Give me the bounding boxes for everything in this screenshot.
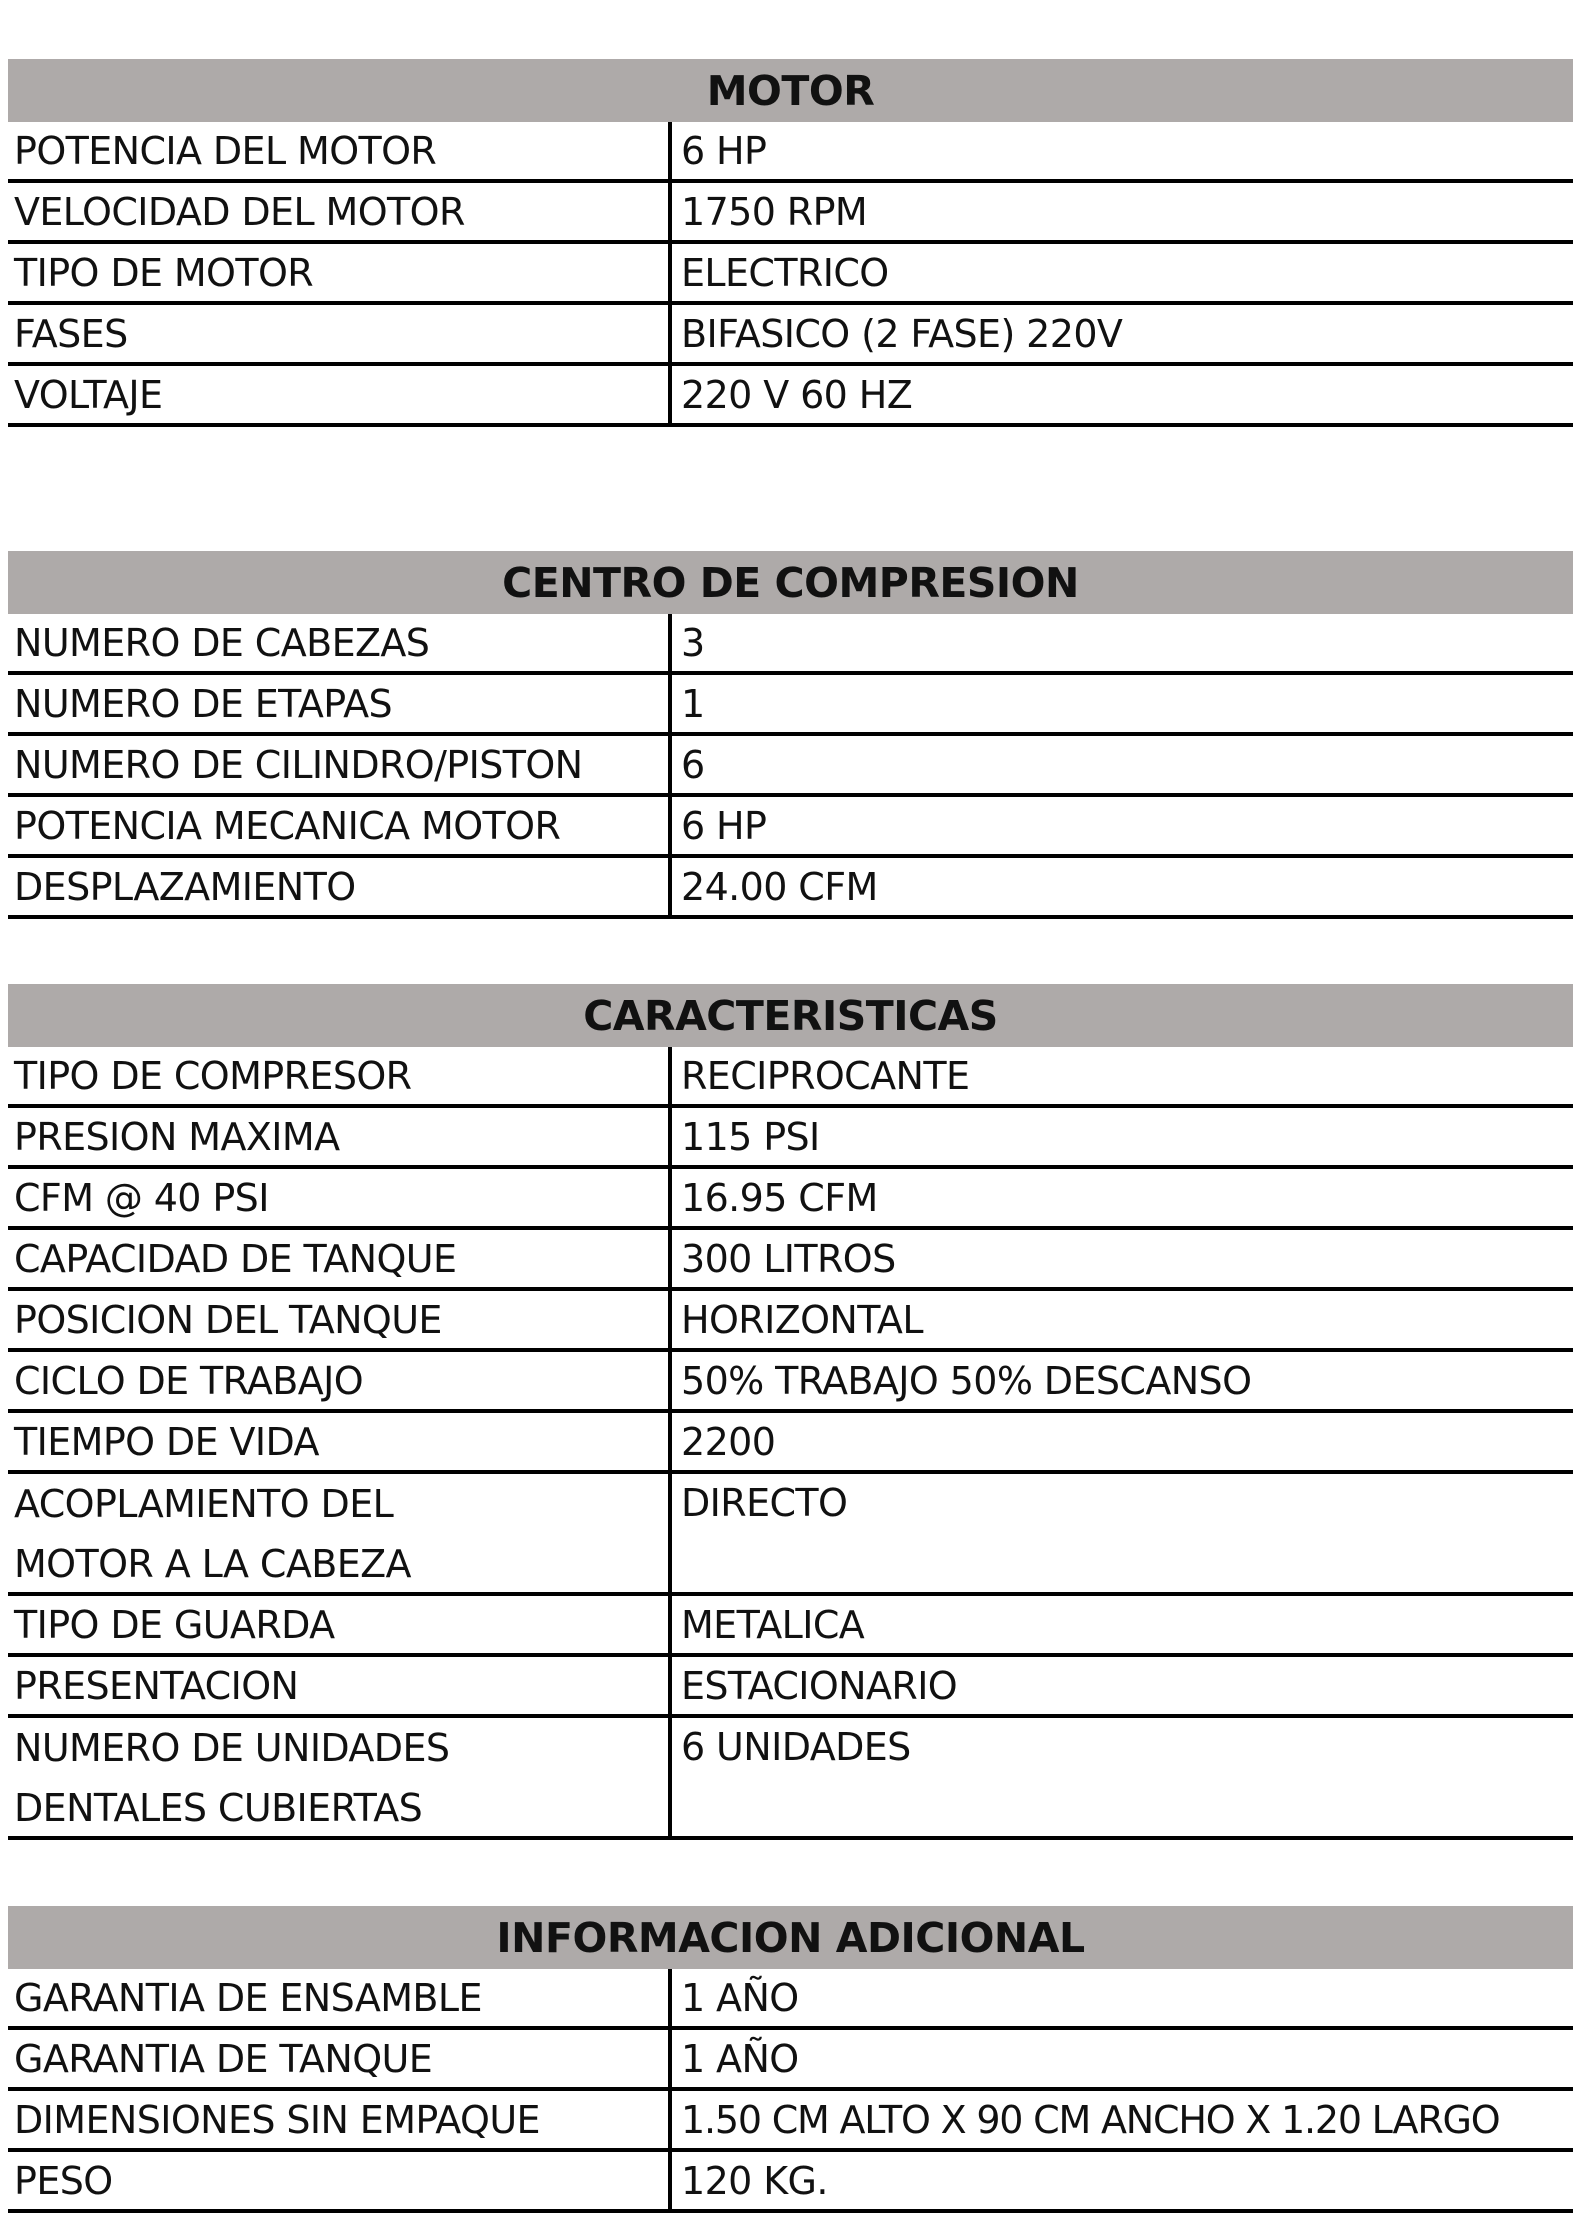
row-value: 2200 bbox=[681, 1420, 776, 1464]
row-value: 1750 RPM bbox=[681, 190, 868, 234]
row-label: CAPACIDAD DE TANQUE bbox=[8, 1230, 672, 1287]
section-title: CENTRO DE COMPRESION bbox=[8, 551, 1573, 614]
table-row bbox=[8, 1657, 1573, 1718]
section-caracteristicas bbox=[8, 984, 1573, 1840]
table-row bbox=[8, 1718, 1573, 1840]
table-row bbox=[8, 244, 1573, 305]
row-value: 6 HP bbox=[681, 129, 767, 173]
table-row bbox=[8, 1413, 1573, 1474]
table-row bbox=[8, 1969, 1573, 2030]
table-row bbox=[8, 122, 1573, 183]
section-title: MOTOR bbox=[8, 59, 1573, 122]
row-value: 50% TRABAJO 50% DESCANSO bbox=[681, 1359, 1252, 1403]
row-label: DESPLAZAMIENTO bbox=[8, 858, 672, 915]
row-label: POTENCIA DEL MOTOR bbox=[8, 122, 672, 179]
row-value: ESTACIONARIO bbox=[681, 1664, 958, 1708]
table-row bbox=[8, 366, 1573, 427]
row-value: BIFASICO (2 FASE) 220V bbox=[681, 312, 1123, 356]
table-row bbox=[8, 858, 1573, 919]
table-row bbox=[8, 797, 1573, 858]
row-label: POTENCIA MECANICA MOTOR bbox=[8, 797, 672, 854]
section-title: CARACTERISTICAS bbox=[8, 984, 1573, 1047]
row-label: PESO bbox=[8, 2152, 672, 2209]
row-value: 1 AÑO bbox=[681, 2037, 799, 2081]
table-row bbox=[8, 1352, 1573, 1413]
table-row bbox=[8, 1108, 1573, 1169]
row-label: DIMENSIONES SIN EMPAQUE bbox=[8, 2091, 672, 2148]
section-title: INFORMACION ADICIONAL bbox=[8, 1906, 1573, 1969]
row-value: 3 bbox=[681, 621, 705, 665]
row-value: ELECTRICO bbox=[681, 251, 889, 295]
section-informacion-adicional bbox=[8, 1906, 1573, 2213]
row-label: PRESION MAXIMA bbox=[8, 1108, 672, 1165]
row-label: TIPO DE MOTOR bbox=[8, 244, 672, 301]
row-label: NUMERO DE CABEZAS bbox=[8, 614, 672, 671]
table-row bbox=[8, 1474, 1573, 1596]
row-label: TIPO DE COMPRESOR bbox=[8, 1047, 672, 1104]
table-row bbox=[8, 183, 1573, 244]
row-label: CFM @ 40 PSI bbox=[8, 1169, 672, 1226]
row-value: 120 KG. bbox=[681, 2159, 828, 2203]
table-row bbox=[8, 614, 1573, 675]
table-row bbox=[8, 1169, 1573, 1230]
row-value: RECIPROCANTE bbox=[681, 1054, 970, 1098]
row-value: DIRECTO bbox=[681, 1481, 848, 1525]
row-value: 6 UNIDADES bbox=[681, 1725, 911, 1769]
table-row bbox=[8, 2152, 1573, 2213]
row-label: POSICION DEL TANQUE bbox=[8, 1291, 672, 1348]
row-value: 6 HP bbox=[681, 804, 767, 848]
table-row bbox=[8, 1230, 1573, 1291]
row-value: METALICA bbox=[681, 1603, 865, 1647]
table-row bbox=[8, 2030, 1573, 2091]
row-value: 1.50 CM ALTO X 90 CM ANCHO X 1.20 LARGO bbox=[681, 2098, 1500, 2142]
table-row bbox=[8, 1047, 1573, 1108]
table-row bbox=[8, 305, 1573, 366]
table-row bbox=[8, 736, 1573, 797]
row-value: 1 bbox=[681, 682, 705, 726]
row-value: 6 bbox=[681, 743, 705, 787]
row-label: GARANTIA DE ENSAMBLE bbox=[8, 1969, 672, 2026]
row-value: 16.95 CFM bbox=[681, 1176, 878, 1220]
row-label: CICLO DE TRABAJO bbox=[8, 1352, 672, 1409]
row-label: PRESENTACION bbox=[8, 1657, 672, 1714]
row-label: GARANTIA DE TANQUE bbox=[8, 2030, 672, 2087]
row-value: HORIZONTAL bbox=[681, 1298, 923, 1342]
row-label: ACOPLAMIENTO DEL MOTOR A LA CABEZA bbox=[8, 1474, 672, 1592]
row-label: TIPO DE GUARDA bbox=[8, 1596, 672, 1653]
row-label: NUMERO DE UNIDADES DENTALES CUBIERTAS bbox=[8, 1718, 672, 1836]
table-row bbox=[8, 2091, 1573, 2152]
row-label: NUMERO DE ETAPAS bbox=[8, 675, 672, 732]
row-label: VOLTAJE bbox=[8, 366, 672, 423]
row-label: VELOCIDAD DEL MOTOR bbox=[8, 183, 672, 240]
row-label: TIEMPO DE VIDA bbox=[8, 1413, 672, 1470]
row-value: 1 AÑO bbox=[681, 1976, 799, 2020]
table-row bbox=[8, 1291, 1573, 1352]
row-value: 300 LITROS bbox=[681, 1237, 896, 1281]
row-value: 220 V 60 HZ bbox=[681, 373, 913, 417]
section-centro-de-compresion bbox=[8, 551, 1573, 919]
table-row bbox=[8, 1596, 1573, 1657]
row-value: 115 PSI bbox=[681, 1115, 820, 1159]
table-row bbox=[8, 675, 1573, 736]
row-value: 24.00 CFM bbox=[681, 865, 878, 909]
row-label: NUMERO DE CILINDRO/PISTON bbox=[8, 736, 672, 793]
row-label: FASES bbox=[8, 305, 672, 362]
section-motor bbox=[8, 59, 1573, 427]
